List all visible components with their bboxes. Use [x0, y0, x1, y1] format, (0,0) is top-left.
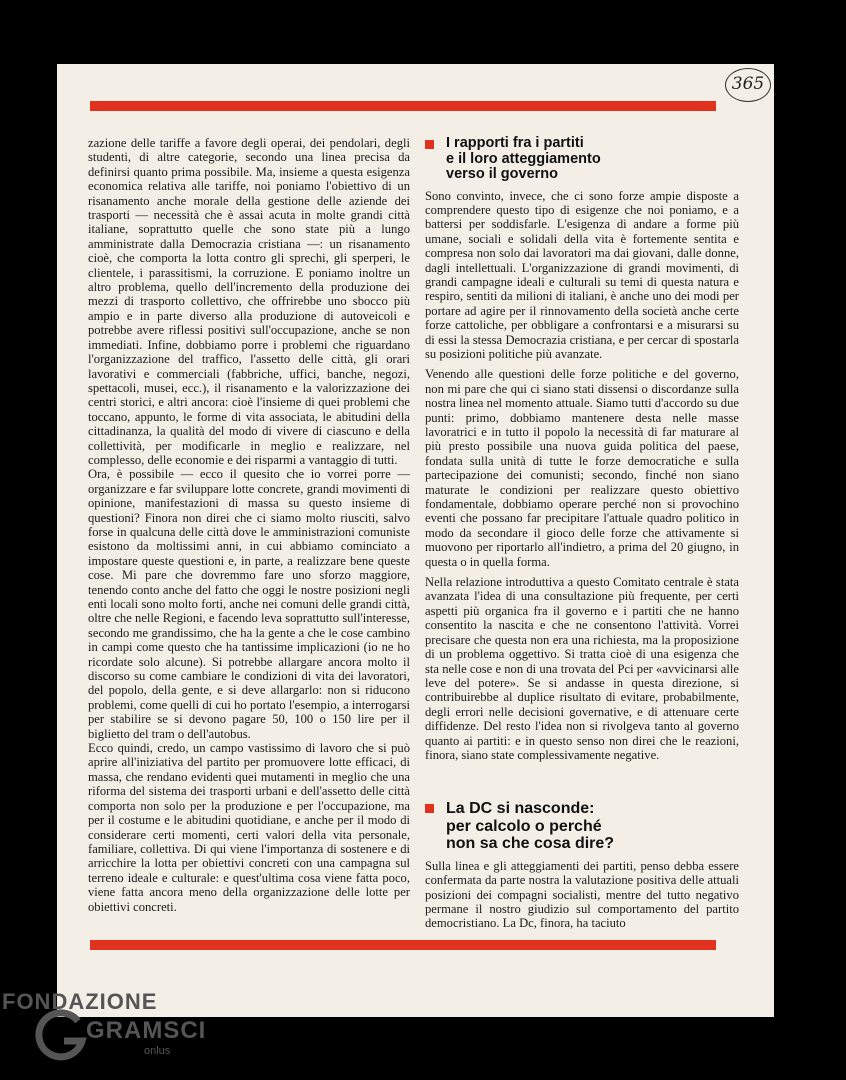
top-red-rule — [90, 101, 716, 111]
watermark-line-1: FONDAZIONE — [2, 989, 158, 1014]
left-column — [88, 136, 410, 914]
section-heading-2 — [425, 800, 739, 853]
left-paragraph-1: zazione delle tariffe a favore degli operai, dei pendolari, degli studenti, di altre categorie, secondo una linea precisa da definirsi quanto prima possibile. Ma, insieme a questa esigenza economica relativa alle tariffe, noi poniamo l'obiettivo di un risanamento anche morale della gestione delle aziende dei trasporti — necessità che è assai acuta in molte grandi città italiane, soprattutto quelle che sono state più a lungo amministrate dalla Democrazia cristiana —: un risanamento cioè, che comporta la lotta contro gli sprechi, gli sperperi, le clientele, i parassitismi, la corruzione. E poniamo inoltre un altro problema, quello dell'incremento della produzione dei mezzi di trasporto collettivo, che offrirebbe uno sbocco più ampio e in parte diverso alla produzione di autoveicoli e potrebbe avere riflessi positivi sull'occupazione, anche se non immediati. Infine, dobbiamo porre i problemi che riguardano l'organizzazione del traffico, l'assetto delle città, gli orari lavorativi e commerciali (fabbriche, uffici, banche, negozi, spettacoli, musei, ecc.), il risanamento e la valorizzazione dei centri storici, e altri ancora: cioè l'insieme di quei problemi che toccano, appunto, le forme di vita associata, le abitudini della cittadinanza, la qualità del modo di vivere di ciascuno e della collettività, per modificarle in meglio e realizzare, nel complesso, delle economie e dei risparmi a vantaggio di tutti. — [88, 136, 410, 467]
watermark-line-2: GRAMSCI — [86, 1017, 207, 1044]
handwritten-page-number: 365 — [725, 68, 771, 102]
red-square-bullet-icon — [425, 804, 434, 813]
section2-heading-line-1: La DC si nasconde: — [446, 800, 595, 818]
bottom-red-rule — [90, 940, 716, 950]
document-page — [57, 64, 774, 1017]
section2-heading-line-3: non sa che cosa dire? — [446, 835, 615, 853]
section2-heading-line-2: per calcolo o perché — [446, 817, 602, 835]
right-paragraph-4: Sulla linea e gli atteggiamenti dei partiti, penso debba essere confermata da parte nostra la valutazione positiva delle attuali posizioni dei compagni socialisti, mentre del tutto negativo permane il nostro giudizio sul comportamento del partito democristiano. La Dc, finora, ha taciuto — [425, 858, 739, 931]
section1-heading-line-3: verso il governo — [446, 166, 559, 182]
red-square-bullet-icon — [425, 140, 434, 149]
left-paragraph-3: Ecco quindi, credo, un campo vastissimo di lavoro che si può aprire all'iniziativa del partito per promuovere lotte efficaci, di massa, che rendano evidenti quei mutamenti in meglio che una riforma del sistema dei trasporti urbani e dell'assetto delle città comporta non solo per la produzione e per l'occupazione, ma per il costume e le abitudini quotidiane, e anche per il modo di considerare certi momenti, certi valori della vita personale, familiare, collettiva. Di qui viene l'importanza di sostenere e di arricchire la lotta per obiettivi concreti con una campagna sul terreno ideale e culturale: e quest'ultima cosa viene fatta poco, viene fatta ancora meno della organizzazione delle lotte per obiettivi concreti. — [88, 741, 410, 914]
fondazione-gramsci-watermark — [0, 985, 240, 1080]
section-heading-1 — [425, 136, 739, 183]
right-paragraph-1: Sono convinto, invece, che ci sono forze ampie disposte a comprendere questo tipo di esigenze che noi poniamo, e a battersi per soddisfarle. L'esigenza di andare a forme più umane, sociali e solidali della vita è fortemente sentita e compresa non solo dai lavoratori ma dai giovani, dalle donne, dagli intellettuali. L'organizzazione di grandi movimenti, di grandi campagne ideali e culturali su temi di questa natura e respiro, sentiti da milioni di italiani, è anche uno dei modi per portare ad agire per il rinnovamento della società anche certe forze cattoliche, per obbligare a confrontarsi e a misurarsi su di essi la stessa Democrazia cristiana, e per cercar di spostarla su posizioni politiche più avanzate. — [425, 188, 739, 361]
left-paragraph-2: Ora, è possibile — ecco il quesito che io vorrei porre — organizzare e far sviluppare lotte concrete, grandi movimenti di opinione, manifestazioni di massa su questo insieme di questioni? Finora non direi che ci siamo molto riusciti, salvo forse in qualcuna delle città dove le amministrazioni comuniste esistono da moltissimi anni, in cui abbiamo cominciato a impostare queste questioni e, in parte, a realizzare bene queste cose. Mi pare che dovremmo fare uno sforzo maggiore, tenendo conto anche del fatto che oggi le nostre posizioni negli enti locali sono molto forti, anche nei comuni delle grandi città, oltre che nelle Regioni, e facendo leva soprattutto sull'interesse, secondo me grandissimo, che ha la gente a che le cose cambino in campi come questo che ha tantissime implicazioni (io ne ho ricordate solo alcune). Si potrebbe allargare ancora molto il discorso su come cambiare le condizioni di vita dei lavoratori, del popolo, della gente, e si deve allargarlo: non si riducono problemi, come quelli di cui ho portato l'esempio, a interrogarsi per stabilire se si devono pagare 50, 100 o 150 lire per il biglietto del tram o dell'autobus. — [88, 467, 410, 741]
right-paragraph-2: Venendo alle questioni delle forze politiche e del governo, non mi pare che qui ci siano stati dissensi o discordanze sulla nostra linea nel momento attuale. Siamo tutti d'accordo su due punti: primo, dobbiamo mantenere desta nelle masse lavoratrici e in tutto il popolo la necessità di far maturare al più presto possibile una nuova guida politica del paese, fondata sulla unità di tutte le forze democratiche e sulla partecipazione dei comunisti; secondo, finché non siano maturate le condizioni per realizzare questo obiettivo fondamentale, dobbiamo operare perché non si provochino eventi che possano far precipitare l'attuale quadro politico in modo da secondare il gioco delle forze che attivamente si muovono per riportarlo all'indietro, a prima del 20 giugno, in questa o in quella forma. — [425, 367, 739, 569]
gramsci-logo-icon — [34, 1007, 90, 1063]
right-paragraph-3: Nella relazione introduttiva a questo Comitato centrale è stata avanzata l'idea di una consultazione più frequente, per certi aspetti più organica fra il governo e i partiti che ne hanno consentito la nascita e che ne consentono l'attività. Vorrei precisare che questa non era una richiesta, ma la proposizione di un problema oggettivo. Si tratta cioè di una esigenza che sta nelle cose e non di una trovata del Pci per «avvicinarsi alle leve del potere». Se si andasse in questa direzione, si contribuirebbe al duplice risultato di evitare, probabilmente, degli errori nelle decisioni governative, e di attenuare certe diffidenze. Del resto l'idea non si rivolgeva tanto al governo quanto ai partiti: e in questo senso non direi che le reazioni, finora, siano state complessivamente negative. — [425, 575, 739, 762]
section1-heading-line-2: e il loro atteggiamento — [446, 150, 601, 167]
watermark-line-3: onlus — [144, 1045, 171, 1057]
right-column — [425, 136, 739, 931]
section1-heading-line-1: I rapporti fra i partiti — [446, 135, 584, 151]
